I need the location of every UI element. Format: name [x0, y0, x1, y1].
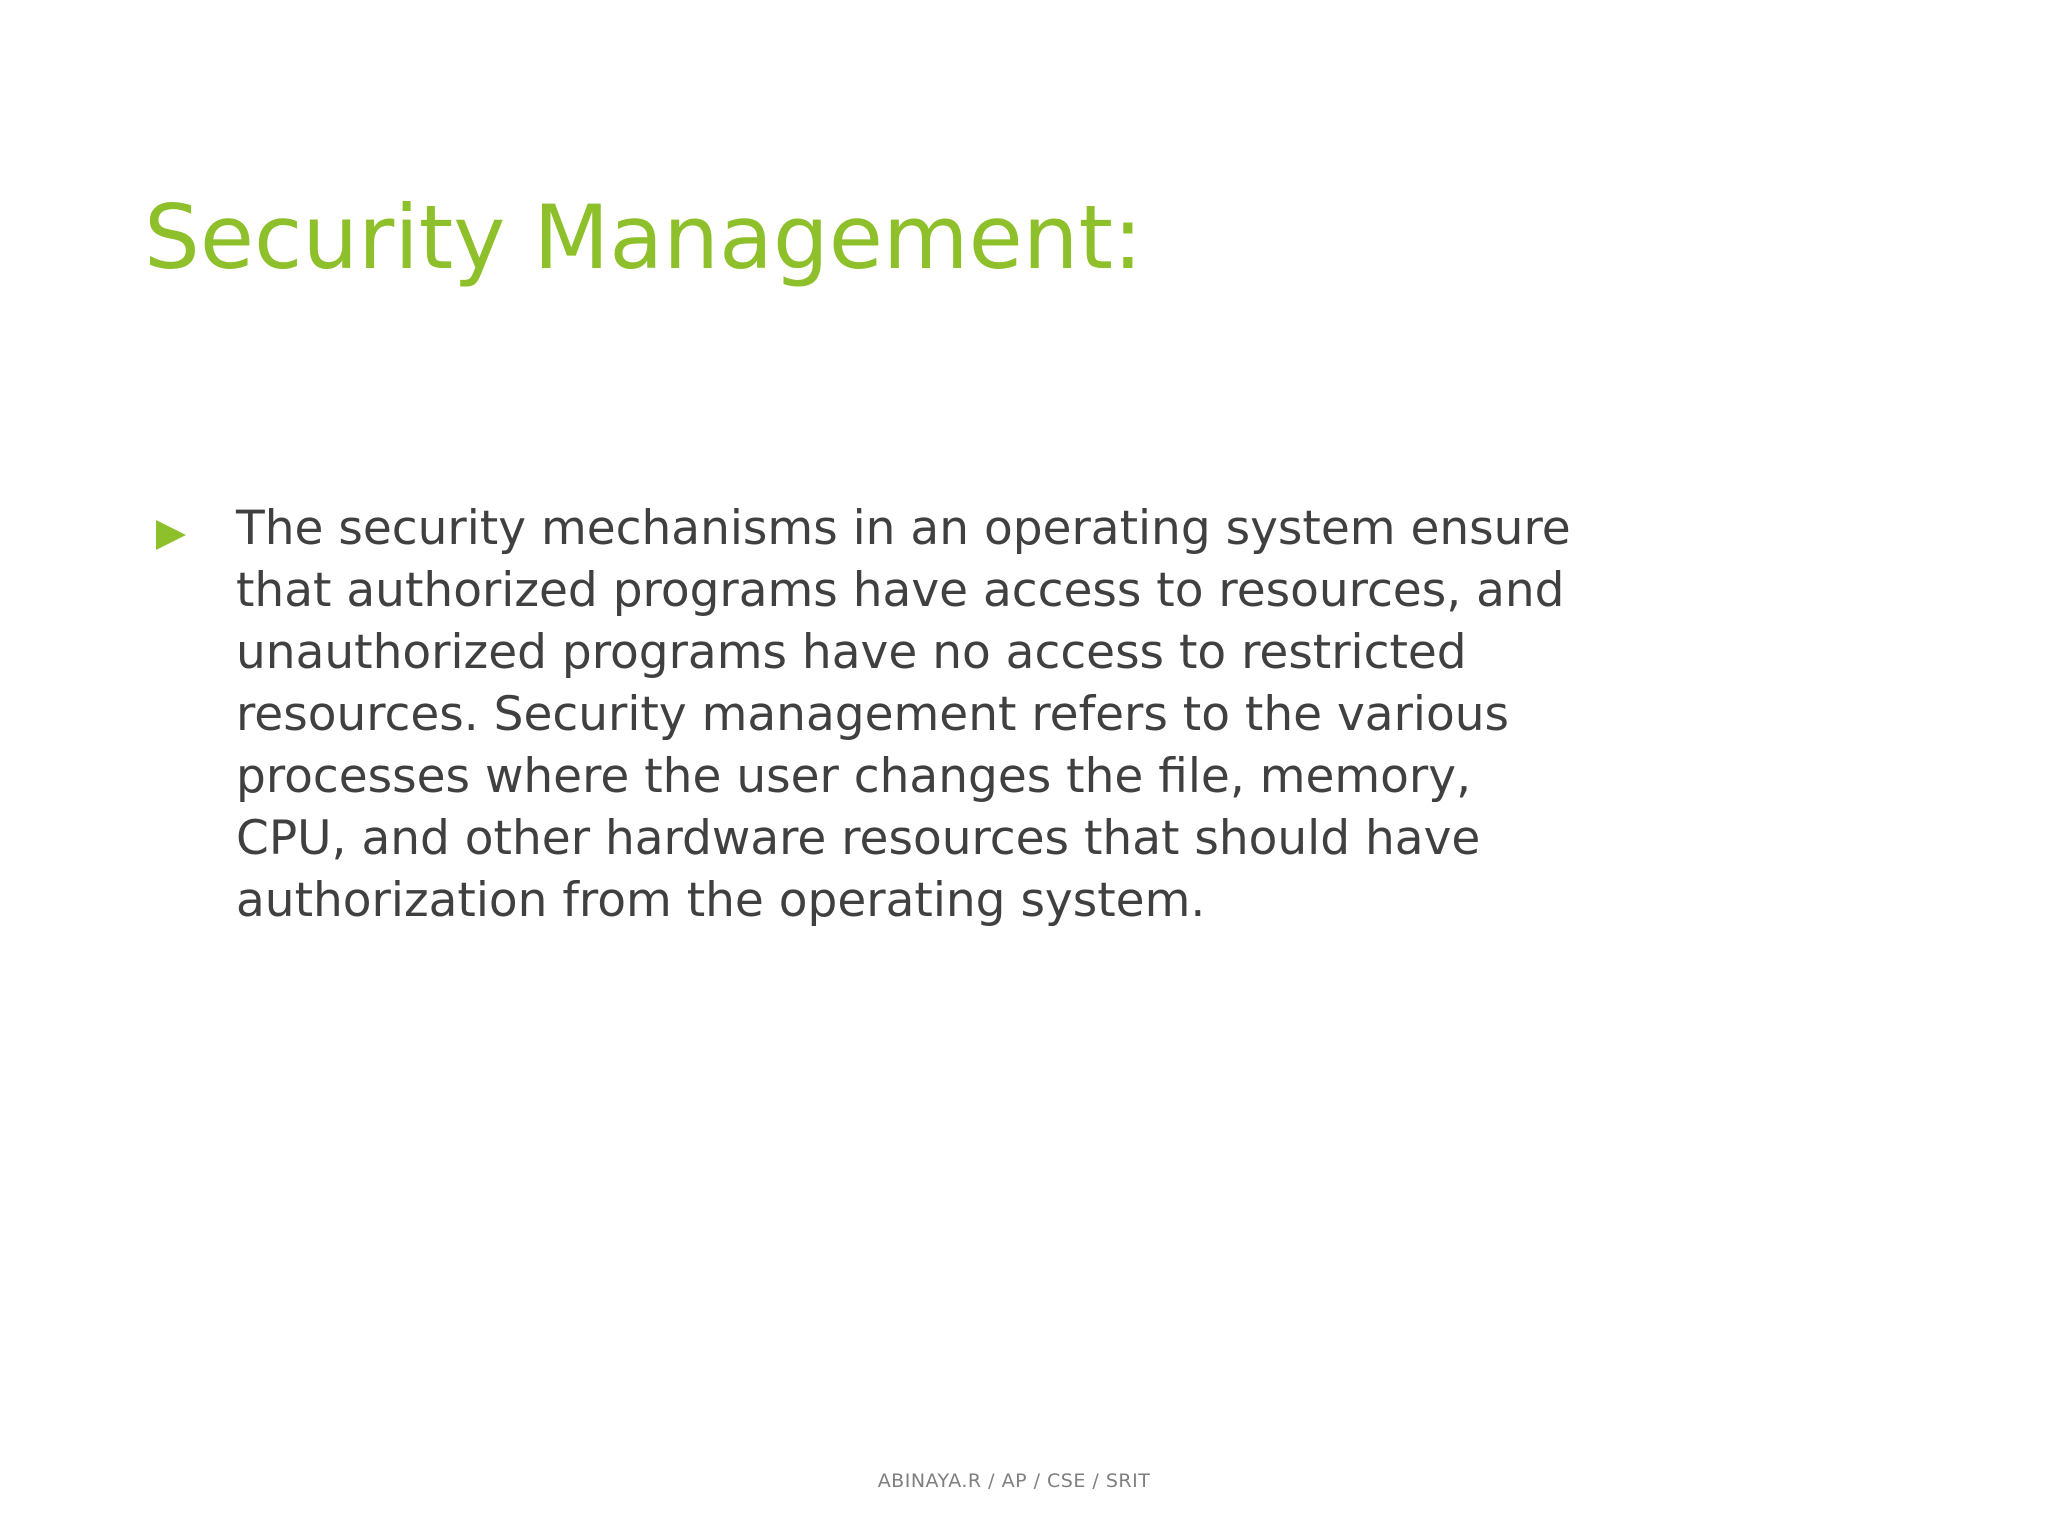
- bullet-item: [150, 498, 1571, 932]
- slide-footer: [0, 1470, 2048, 1492]
- bullet-line: unauthorized programs have no access to restricted: [236, 625, 1467, 680]
- bullet-line: The security mechanisms in an operating system ensure: [236, 501, 1571, 556]
- bullet-line: authorization from the operating system.: [236, 873, 1206, 928]
- bullet-line: that authorized programs have access to resources, and: [236, 563, 1565, 618]
- bullet-line: processes where the user changes the file, memory,: [236, 749, 1472, 804]
- triangle-bullet-icon: [156, 520, 186, 550]
- bullet-line: resources. Security management refers to the various: [236, 687, 1510, 742]
- slide-title: Security Management:: [144, 186, 1143, 289]
- footer-text: ABINAYA.R / AP / CSE / SRIT: [877, 1470, 1151, 1492]
- bullet-line: CPU, and other hardware resources that should have: [236, 811, 1481, 866]
- bullet-list: [150, 498, 1571, 932]
- bullet-text: [236, 498, 1596, 932]
